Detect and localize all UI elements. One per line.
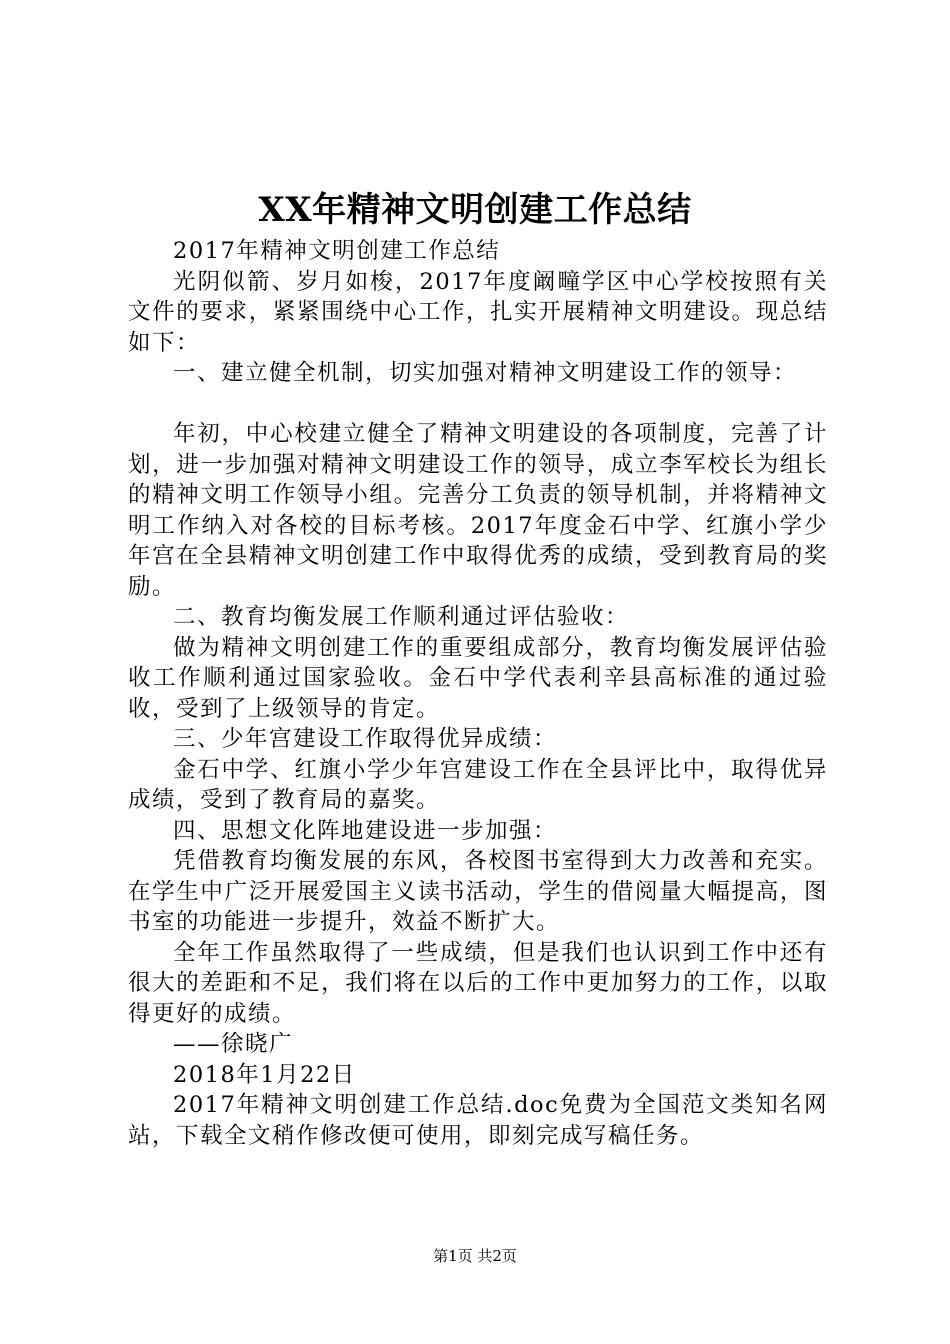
paragraph-subtitle: 2017年精神文明创建工作总结 [173, 238, 501, 264]
heading-section-3: 三、少年宫建设工作取得优异成绩： [173, 726, 558, 752]
heading-section-4: 四、思想文化阵地建设进一步加强： [173, 817, 558, 844]
paragraph-intro: 光阴似箭、岁月如梭，2017年度阚疃学区中心学校按照有关文件的要求，紧紧围绕中心工作，扎实开展精神文明建设。现总结如下： [128, 268, 828, 356]
heading-section-1: 一、建立健全机制，切实加强对精神文明建设工作的领导： [173, 360, 798, 386]
paragraph-section-1: 年初，中心校建立健全了精神文明建设的各项制度，完善了计划，进一步加强对精神文明建设工作的领导，成立李军校长为组长的精神文明工作领导小组。完善分工负责的领导机制，并将精神文明工作纳入对各校的目标考核。2017年度金石中学、红旗小学少年宫在全县精神文明创建工作中取得优秀的成绩，受到教育局的奖励。 [128, 421, 828, 600]
author-signature: ——徐晓广 [173, 1031, 294, 1057]
document-title: XX年精神文明创建工作总结 [258, 190, 692, 230]
blank-line [128, 389, 828, 420]
document-body [128, 236, 828, 1151]
paragraph-site-note: 2017年精神文明创建工作总结.doc免费为全国范文类知名网站，下载全文稍作修改便可使用，即刻完成写稿任务。 [128, 1092, 828, 1149]
paragraph-section-3: 金石中学、红旗小学少年宫建设工作在全县评比中，取得优异成绩，受到了教育局的嘉奖。 [128, 756, 828, 813]
paragraph-section-4: 凭借教育均衡发展的东风，各校图书室得到大力改善和充实。在学生中广泛开展爱国主义读书活动，学生的借阅量大幅提高，图书室的功能进一步提升，效益不断扩大。 [128, 848, 828, 935]
heading-section-2: 二、教育均衡发展工作顺利通过评估验收： [173, 604, 630, 630]
page-number-footer: 第1页 共2页 [433, 1247, 517, 1265]
paragraph-conclusion: 全年工作虽然取得了一些成绩，但是我们也认识到工作中还有很大的差距和不足，我们将在以后的工作中更加努力的工作，以取得更好的成绩。 [128, 939, 828, 1027]
document-date: 2018年1月22日 [173, 1061, 356, 1088]
paragraph-section-2: 做为精神文明创建工作的重要组成部分，教育均衡发展评估验收工作顺利通过国家验收。金石中学代表利辛县高标准的通过验收，受到了上级领导的肯定。 [128, 634, 828, 722]
